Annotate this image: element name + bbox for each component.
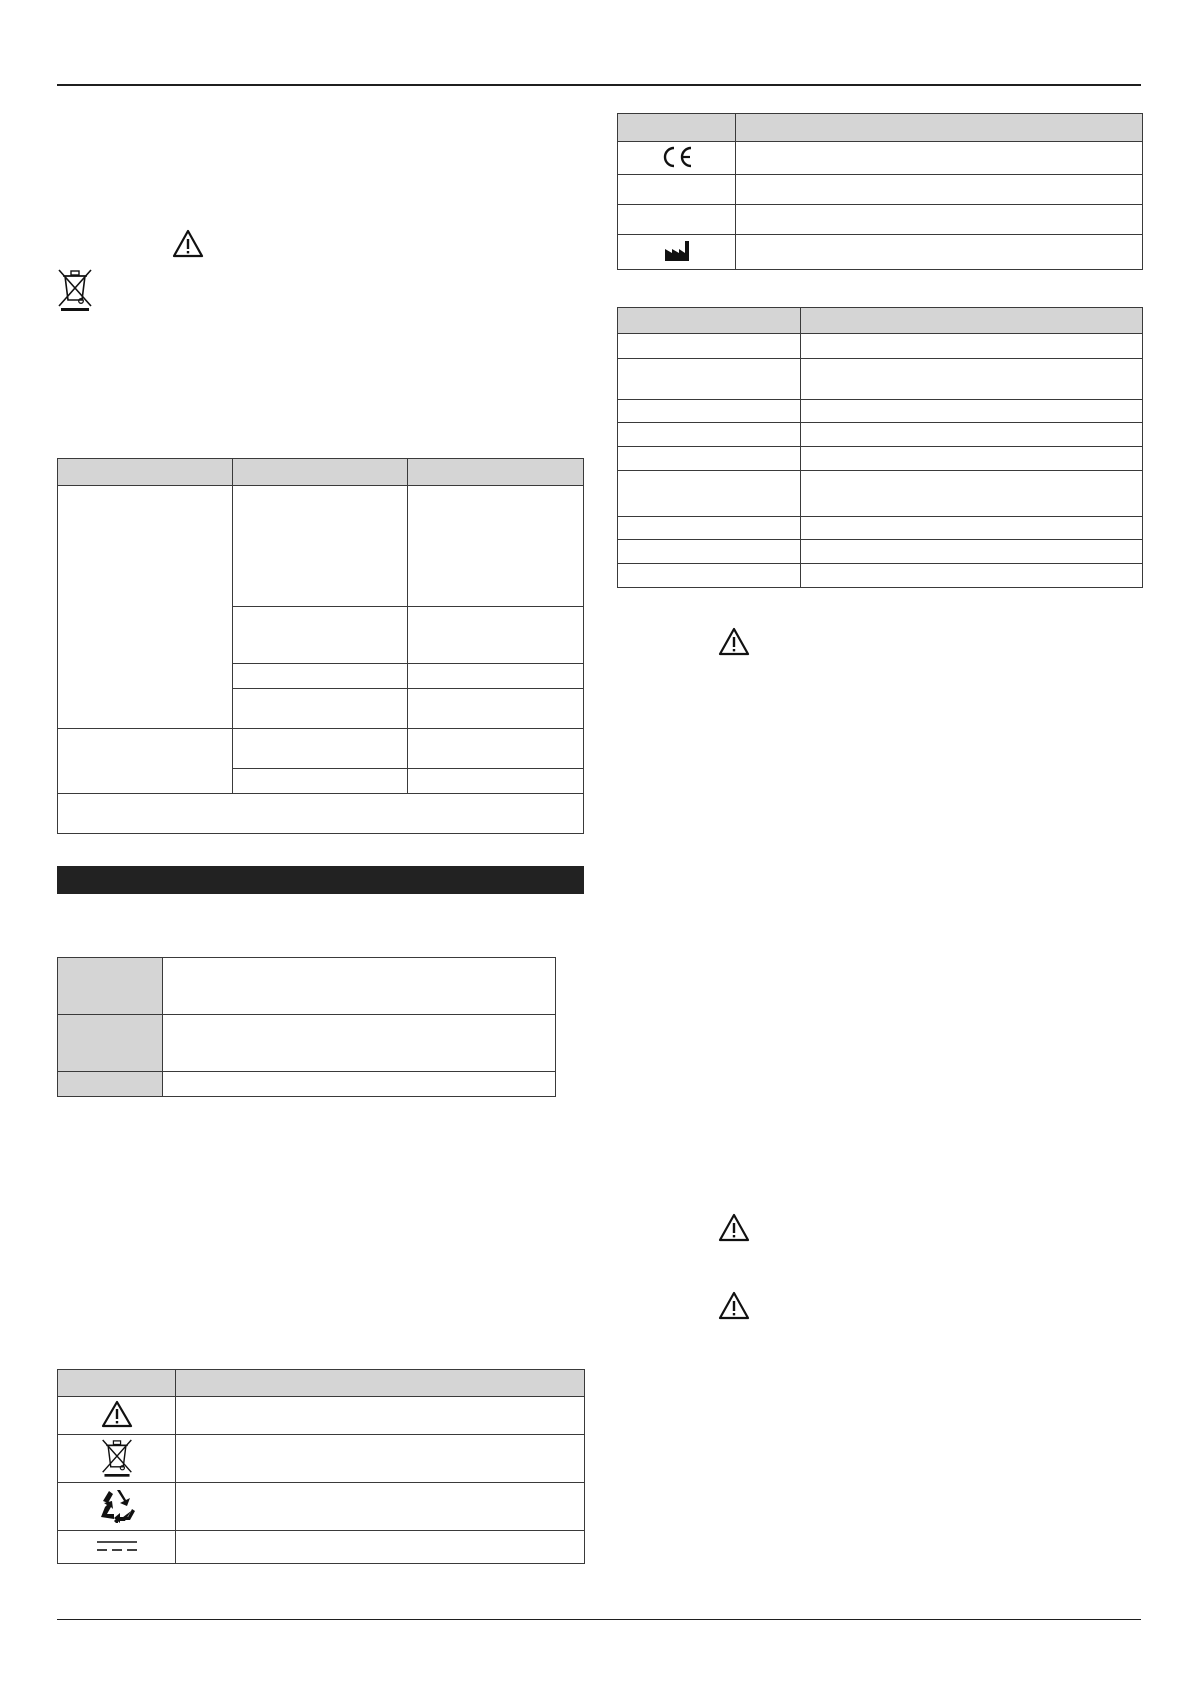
data-row-label xyxy=(618,334,801,359)
symbol-description xyxy=(176,1435,585,1483)
data-row-value xyxy=(801,334,1143,359)
data-row-label xyxy=(618,517,801,540)
spec-cell xyxy=(233,689,408,729)
symbol-cell xyxy=(58,1397,176,1435)
bottom-rule xyxy=(57,1619,1141,1620)
info-table xyxy=(57,957,556,1097)
direct-current-icon xyxy=(96,1539,138,1553)
spec-cell xyxy=(408,664,584,689)
info-row-value xyxy=(163,1072,556,1097)
recycle-icon xyxy=(99,1487,135,1523)
warning-triangle-icon xyxy=(718,627,750,660)
spec-cell xyxy=(408,607,584,664)
data-row-value xyxy=(801,517,1143,540)
symbol-description xyxy=(176,1531,585,1564)
warning-triangle-icon xyxy=(718,1291,750,1324)
symbol-cell xyxy=(58,1483,176,1531)
data-header-2 xyxy=(801,308,1143,334)
marks-header-2 xyxy=(736,114,1143,142)
data-row-label xyxy=(618,471,801,517)
section-title xyxy=(57,872,65,887)
mark-description xyxy=(736,175,1143,205)
symbol-description xyxy=(176,1483,585,1531)
warning-triangle-icon xyxy=(101,1400,133,1428)
spec-cell xyxy=(233,729,408,769)
spec-header-3 xyxy=(408,459,584,486)
spec-header-1 xyxy=(58,459,233,486)
section-title-bar xyxy=(57,866,584,894)
mark-description xyxy=(736,205,1143,235)
data-row-value xyxy=(801,564,1143,588)
data-row-label xyxy=(618,359,801,400)
crossed-out-bin-icon xyxy=(56,266,94,315)
spec-cell xyxy=(408,769,584,794)
spec-cell xyxy=(233,769,408,794)
warning-triangle-icon xyxy=(718,1213,750,1246)
spec-footnote xyxy=(58,794,584,834)
info-row-value xyxy=(163,1015,556,1072)
spec-group-a-label xyxy=(58,486,233,729)
data-row-value xyxy=(801,471,1143,517)
spec-table xyxy=(57,458,584,834)
data-table xyxy=(617,307,1143,588)
manufacturer-factory-icon xyxy=(663,240,691,262)
warning-triangle-icon xyxy=(172,229,204,262)
top-rule xyxy=(57,84,1141,86)
spec-cell xyxy=(233,664,408,689)
data-row-value xyxy=(801,423,1143,447)
ce-mark-icon xyxy=(659,145,695,169)
symbol-cell xyxy=(58,1435,176,1483)
spec-cell xyxy=(233,607,408,664)
marks-header-1 xyxy=(618,114,736,142)
mark-cell xyxy=(618,142,736,175)
spec-group-b-label xyxy=(58,729,233,794)
spec-cell xyxy=(408,486,584,607)
spec-cell xyxy=(233,486,408,607)
data-row-label xyxy=(618,400,801,423)
data-header-1 xyxy=(618,308,801,334)
mark-text-symbol xyxy=(618,175,736,205)
mark-description xyxy=(736,235,1143,270)
spec-header-2 xyxy=(233,459,408,486)
info-row-label xyxy=(58,1072,163,1097)
spec-cell xyxy=(408,729,584,769)
data-row-value xyxy=(801,400,1143,423)
symbols-header-2 xyxy=(176,1370,585,1397)
symbols-table xyxy=(57,1369,585,1564)
data-row-value xyxy=(801,447,1143,471)
data-row-label xyxy=(618,540,801,564)
data-row-value xyxy=(801,540,1143,564)
mark-cell xyxy=(618,235,736,270)
info-row-label xyxy=(58,958,163,1015)
data-row-label xyxy=(618,423,801,447)
mark-description xyxy=(736,142,1143,175)
info-row-label xyxy=(58,1015,163,1072)
data-row-value xyxy=(801,359,1143,400)
symbol-description xyxy=(176,1397,585,1435)
symbol-cell xyxy=(58,1531,176,1564)
symbols-header-1 xyxy=(58,1370,176,1397)
data-row-label xyxy=(618,564,801,588)
marks-table xyxy=(617,113,1143,270)
mark-text-symbol xyxy=(618,205,736,235)
spec-cell xyxy=(408,689,584,729)
info-row-value xyxy=(163,958,556,1015)
crossed-out-bin-icon xyxy=(100,1436,134,1478)
data-row-label xyxy=(618,447,801,471)
